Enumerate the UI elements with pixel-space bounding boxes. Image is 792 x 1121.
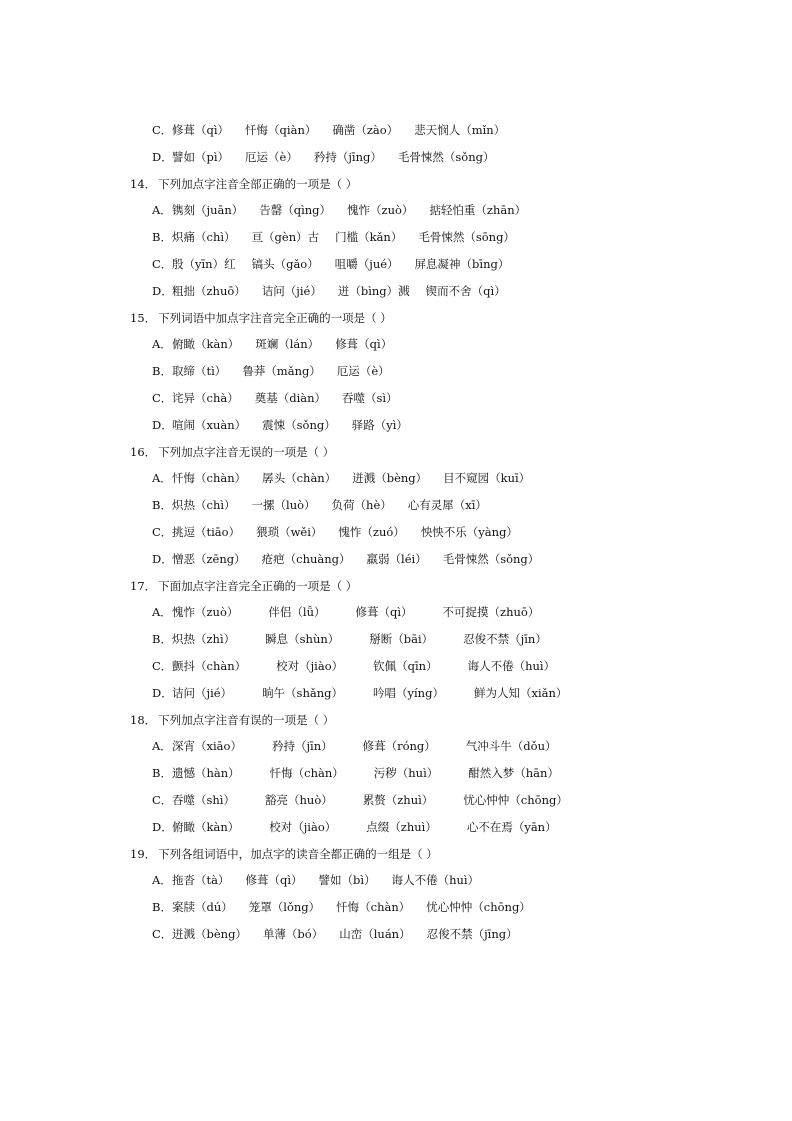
option-term: 山峦（luán）: [339, 926, 411, 941]
option-term: 深宵（xiāo）: [172, 739, 242, 754]
option-term: 负荷（hè）: [331, 498, 392, 513]
question-number: 14．: [130, 176, 157, 191]
option-term: 伴侣（lǚ）: [268, 605, 326, 620]
option-term: 校对（jiào）: [276, 658, 344, 673]
question-stem: [130, 445, 730, 472]
question-list: [130, 123, 730, 954]
option-term: 俯瞰（kàn）: [172, 819, 240, 834]
answer-option: [130, 820, 730, 847]
answer-option: [130, 632, 730, 659]
option-term: 忏悔（chàn）: [336, 900, 411, 915]
option-term: 拖沓（tà）: [172, 873, 230, 888]
answer-option: [130, 257, 730, 284]
answer-option: [130, 873, 730, 900]
answer-option: [130, 900, 730, 927]
answer-option: [130, 471, 730, 498]
option-label: D．: [152, 551, 173, 566]
option-term: 修葺（qì）: [355, 605, 413, 620]
option-term: 愧怍（zuò）: [172, 605, 239, 620]
answer-option: [130, 793, 730, 820]
option-term: 毛骨悚然（sǒng）: [397, 149, 495, 164]
option-label: C．: [152, 524, 173, 539]
option-term: 不可捉摸（zhuō）: [442, 605, 540, 620]
option-term: 忏悔（chàn）: [172, 471, 247, 486]
answer-option: [130, 927, 730, 954]
option-term: 厄运（è）: [336, 364, 390, 379]
option-label: B．: [152, 632, 172, 647]
option-term: 俯瞰（kàn）: [172, 337, 240, 352]
answer-option: [130, 605, 730, 632]
option-term: 晌午（shǎng）: [262, 685, 343, 700]
answer-option: [130, 123, 730, 150]
question-text: 下面加点字注音完全正确的一项是（ ）: [158, 578, 358, 593]
option-term: 修葺（róng）: [362, 739, 436, 754]
option-term: 厄运（è）: [245, 149, 298, 164]
question-stem: [130, 311, 730, 338]
answer-option: [130, 686, 730, 713]
option-term: 怏怏不乐（yàng）: [420, 524, 518, 539]
option-term: 镌刻（juān）: [172, 203, 244, 218]
option-label: D．: [152, 283, 173, 298]
option-label: B．: [152, 766, 172, 781]
answer-option: [130, 391, 730, 418]
option-term: 忏悔（chàn）: [269, 766, 344, 781]
option-term: 譬如（bì）: [318, 873, 376, 888]
option-term: 羸弱（léi）: [366, 551, 427, 566]
question-text: 下列加点字注音有误的一项是（ ）: [158, 712, 335, 727]
option-term: 忍俊不禁（jīng）: [426, 926, 518, 941]
option-term: 钦佩（qīn）: [373, 658, 438, 673]
option-term: 修葺（qì）: [335, 337, 393, 352]
option-label: C．: [152, 792, 173, 807]
question-text: 下列加点字注音全部正确的一项是（ ）: [158, 176, 358, 191]
option-term: 愧怍（zuò）: [347, 203, 414, 218]
answer-option: [130, 203, 730, 230]
option-label: A．: [152, 605, 172, 620]
option-term: 门槛（kǎn）: [335, 230, 403, 245]
option-label: D．: [152, 417, 173, 432]
option-term: 忏悔（qiàn）: [245, 123, 317, 137]
option-label: D．: [152, 685, 173, 700]
option-label: A．: [152, 337, 172, 352]
option-term: 毛骨悚然（sōng）: [418, 230, 515, 245]
option-term: 案牍（dú）: [172, 900, 233, 915]
question-number: 16．: [130, 444, 157, 459]
option-term: 心有灵犀（xī）: [407, 498, 487, 513]
option-label: C．: [152, 390, 173, 405]
option-term: 炽热（zhì）: [172, 632, 236, 647]
question-text: 下列各组词语中，加点字的读音全都正确的一组是（ ）: [158, 846, 438, 861]
option-term: 诧异（chà）: [172, 390, 239, 405]
option-label: C．: [152, 926, 173, 941]
answer-option: [130, 337, 730, 364]
option-term: 亘（gèn）古: [251, 230, 320, 245]
option-term: 毛骨悚然（sǒng）: [442, 551, 540, 566]
option-term: 迸（bìng）溅: [337, 283, 410, 298]
question-text: 下列加点字注音无误的一项是（ ）: [158, 444, 335, 459]
answer-option: [130, 552, 730, 579]
question-stem: [130, 847, 730, 874]
answer-option: [130, 766, 730, 793]
option-label: A．: [152, 203, 172, 218]
option-term: 诘问（jié）: [261, 283, 322, 298]
option-term: 告罄（qìng）: [259, 203, 332, 218]
option-term: 修葺（qì）: [245, 873, 303, 888]
option-term: 咀嚼（jué）: [334, 256, 399, 271]
option-term: 目不窥园（kuī）: [443, 471, 531, 486]
option-term: 镐头（gǎo）: [251, 256, 319, 271]
option-label: B．: [152, 364, 172, 379]
answer-option: [130, 739, 730, 766]
option-term: 锲而不舍（qì）: [425, 283, 506, 298]
option-term: 吟唱（yíng）: [373, 685, 444, 700]
option-label: C．: [152, 658, 173, 673]
question-number: 17．: [130, 578, 157, 593]
question-number: 18．: [130, 712, 157, 727]
option-label: C．: [152, 256, 173, 271]
question-stem: [130, 177, 730, 204]
option-term: 斑斓（lán）: [255, 337, 320, 352]
option-term: 酣然入梦（hān）: [468, 766, 559, 781]
option-term: 取缔（tì）: [172, 364, 227, 379]
option-label: A．: [152, 739, 172, 754]
question-text: 下列词语中加点字注音完全正确的一项是（ ）: [158, 310, 392, 325]
option-label: B．: [152, 230, 172, 245]
option-term: 炽痛（chì）: [172, 230, 236, 245]
option-label: D．: [152, 819, 173, 834]
question-stem: [130, 713, 730, 740]
option-term: 心不在焉（yān）: [466, 819, 557, 834]
option-term: 殷（yīn）红: [172, 256, 236, 271]
option-term: 孱头（chàn）: [262, 471, 337, 486]
option-label: D．: [152, 149, 173, 164]
option-term: 点缀（zhuì）: [366, 819, 437, 834]
option-term: 憎恶（zēng）: [172, 551, 246, 566]
answer-option: [130, 498, 730, 525]
answer-option: [130, 418, 730, 445]
option-term: 奠基（diàn）: [254, 390, 327, 405]
option-term: 累赘（zhuì）: [362, 792, 434, 807]
option-label: B．: [152, 900, 172, 915]
option-term: 愧怍（zuó）: [338, 524, 405, 539]
option-term: 掂轻怕重（zhān）: [429, 203, 527, 218]
option-term: 悲天悯人（mǐn）: [414, 123, 506, 137]
option-term: 屏息凝神（bīng）: [414, 256, 510, 271]
option-term: 掰断（bāi）: [369, 632, 434, 647]
option-term: 颤抖（chàn）: [172, 658, 247, 673]
option-label: B．: [152, 498, 172, 513]
option-term: 单薄（bó）: [262, 926, 324, 941]
option-term: 诲人不倦（huì）: [467, 658, 556, 673]
option-term: 疮疤（chuàng）: [261, 551, 351, 566]
answer-option: [130, 525, 730, 552]
option-term: 忧心忡忡（chōng）: [426, 900, 531, 915]
option-term: 忍俊不禁（jīn）: [463, 632, 547, 647]
option-term: 挑逗（tiāo）: [172, 524, 241, 539]
option-term: 喧闹（xuàn）: [172, 417, 247, 432]
option-term: 鲜为人知（xiǎn）: [473, 685, 568, 700]
option-term: 迸溅（bèng）: [172, 926, 247, 941]
option-term: 猥琐（wěi）: [256, 524, 323, 539]
option-term: 迸溅（bèng）: [352, 471, 428, 486]
option-term: 诲人不倦（huì）: [391, 873, 480, 888]
option-label: A．: [152, 873, 172, 888]
option-term: 污秽（huì）: [373, 766, 439, 781]
option-term: 修葺（qì）: [172, 123, 230, 137]
question-number: 15．: [130, 310, 157, 325]
option-term: 譬如（pì）: [172, 149, 230, 164]
option-label: A．: [152, 471, 172, 486]
option-term: 瞬息（shùn）: [265, 632, 340, 647]
option-term: 吞噬（sì）: [342, 390, 398, 405]
option-term: 矜持（jīng）: [313, 149, 382, 164]
answer-option: [130, 230, 730, 257]
answer-option: [130, 364, 730, 391]
option-term: 校对（jiào）: [269, 819, 337, 834]
option-term: 矜持（jīn）: [271, 739, 333, 754]
question-stem: [130, 579, 730, 606]
answer-option: [130, 659, 730, 686]
answer-option: [130, 150, 730, 177]
option-term: 吞噬（shì）: [172, 792, 235, 807]
option-term: 震悚（sǒng）: [262, 417, 336, 432]
option-term: 诘问（jié）: [172, 685, 233, 700]
option-term: 忧心忡忡（chōng）: [463, 792, 568, 807]
option-term: 鲁莽（mǎng）: [242, 364, 321, 379]
question-number: 19．: [130, 846, 157, 861]
option-term: 驿路（yì）: [351, 417, 408, 432]
option-term: 气冲斗牛（dǒu）: [465, 739, 557, 754]
option-term: 确凿（zào）: [332, 123, 399, 137]
option-term: 笼罩（lǒng）: [248, 900, 321, 915]
option-term: 一摞（luò）: [251, 498, 316, 513]
option-term: 粗拙（zhuō）: [172, 283, 246, 298]
option-label: C．: [152, 123, 173, 137]
option-term: 遗憾（hàn）: [172, 766, 240, 781]
option-term: 豁亮（huò）: [265, 792, 333, 807]
option-term: 炽热（chì）: [172, 498, 236, 513]
answer-option: [130, 284, 730, 311]
